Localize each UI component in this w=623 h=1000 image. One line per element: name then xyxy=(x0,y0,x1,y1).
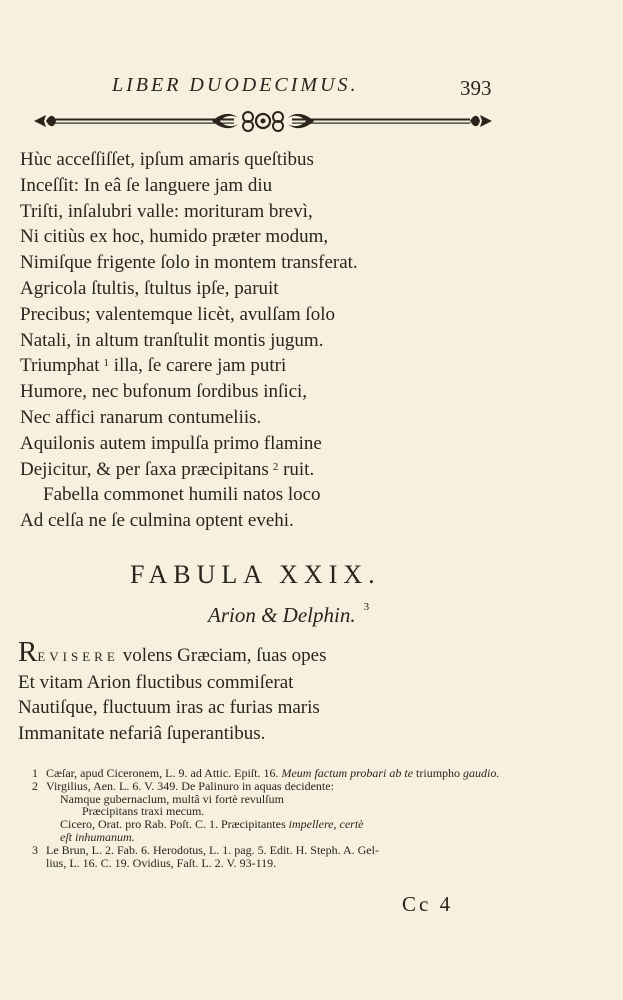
footnote-1 xyxy=(32,767,502,780)
footnote-citation: Cæſar, apud Ciceronem, L. 9. ad Attic. Epiſt. 16. xyxy=(46,766,279,780)
footnote-marker: 1 xyxy=(103,357,110,370)
footnote-3 xyxy=(32,844,502,870)
verse-text: Triumphat xyxy=(20,355,100,377)
footnote-number: 1 xyxy=(32,766,38,780)
footnote-marker: 3 xyxy=(363,601,370,613)
footnote-quote: impellere, xyxy=(288,817,337,832)
verse-line-with-note xyxy=(20,353,450,379)
verse-line: Agricola ſtultis, ſtultus ipſe, paruit xyxy=(20,277,279,299)
running-head xyxy=(0,72,623,102)
fable-verse-block xyxy=(18,636,458,746)
verse-text: illa, ſe carere jam putri xyxy=(113,355,287,377)
page-number: 393 xyxy=(460,76,492,100)
footnote-quote-line: Præcipitans traxi mecum. xyxy=(82,804,205,819)
fable-subtitle-text: Arion & Delphin. xyxy=(208,603,356,627)
moral-line: Fabella commonet humili natos loco xyxy=(43,484,321,506)
verse-line: Inceſſit: In eâ ſe languere jam diu xyxy=(20,174,273,196)
footnotes xyxy=(32,767,502,869)
verse-line-with-note xyxy=(20,457,450,483)
verse-line: Aquilonis autem impulſa primo flamine xyxy=(20,432,322,454)
verse-text: Dejicitur, & per ſaxa præcipitans xyxy=(20,458,269,480)
footnote-citation-line xyxy=(32,831,502,844)
footnote-text: lius, L. 16. C. 19. Ovidius, Faſt. L. 2. V. 93-119. xyxy=(46,855,277,870)
footnote-2 xyxy=(32,780,502,844)
footnote-quote: gaudio. xyxy=(463,766,500,780)
footnote-citation: triumpho xyxy=(416,766,461,780)
verse-line: Triſti, inſalubri valle: morituram brevì, xyxy=(20,200,313,222)
verse-line: Nec affici ranarum contumeliis. xyxy=(20,406,262,428)
footnote-citation: Cicero, Orat. pro Rab. Poſt. C. 1. Præcipitantes xyxy=(60,817,286,832)
footnote-text: Virgilius, Aen. L. 6. V. 349. De Palinuro in aquas decidente: xyxy=(46,778,334,793)
footnote-quote: eſt inhumanum. xyxy=(60,829,135,844)
fable-subtitle xyxy=(208,603,369,628)
verse-text: volens Græciam, ſuas opes xyxy=(122,645,327,666)
verse-line: Immanitate nefariâ ſuperantibus. xyxy=(18,722,266,744)
footnote-quote-line: Namque gubernaclum, multâ vi fortè revulſum xyxy=(60,791,284,806)
fable-first-line xyxy=(18,636,458,670)
fable-heading: FABULA XXIX. xyxy=(130,560,381,589)
initial-letter: R xyxy=(18,636,38,668)
footnote-text: Le Brun, L. 2. Fab. 6. Herodotus, L. 1. pag. 5. Edit. H. Steph. A. Gel- xyxy=(46,842,379,857)
footnote-number: 3 xyxy=(32,842,38,857)
initial-smallcaps: EVISERE xyxy=(37,649,119,664)
verse-line: Precibus; valentemque licèt, avulſam ſolo xyxy=(20,303,335,325)
footnote-text xyxy=(32,767,502,780)
verse-line: Humore, nec bufonum ſordibus inſici, xyxy=(20,381,308,403)
verse-line: Ni citiùs ex hoc, humido præter modum, xyxy=(20,226,329,248)
verse-line: Natali, in altum tranſtulit montis jugum. xyxy=(20,329,324,351)
decorative-rule-ornament xyxy=(32,104,494,138)
footnote-quote: certè xyxy=(339,817,364,832)
signature-mark: Cc 4 xyxy=(402,892,454,916)
verse-line: Nimiſque frigente ſolo in montem transferat. xyxy=(20,252,358,274)
footnote-quote: Meum factum probari ab te xyxy=(281,766,414,780)
verse-line: Et vitam Arion fluctibus commiſerat xyxy=(18,671,294,693)
verse-line: Hùc acceſſiſſet, ipſum amaris queſtibus xyxy=(20,149,314,170)
moral-line: Ad celſa ne ſe culmina optent evehi. xyxy=(20,510,294,532)
footnote-marker: 2 xyxy=(272,460,279,473)
footnote-number: 2 xyxy=(32,778,38,793)
verse-text: ruit. xyxy=(283,458,315,480)
running-title: LIBER DUODECIMUS. xyxy=(112,74,359,96)
verse-line: Nautiſque, fluctuum iras ac furias maris xyxy=(18,697,320,718)
verse-block xyxy=(20,147,450,534)
